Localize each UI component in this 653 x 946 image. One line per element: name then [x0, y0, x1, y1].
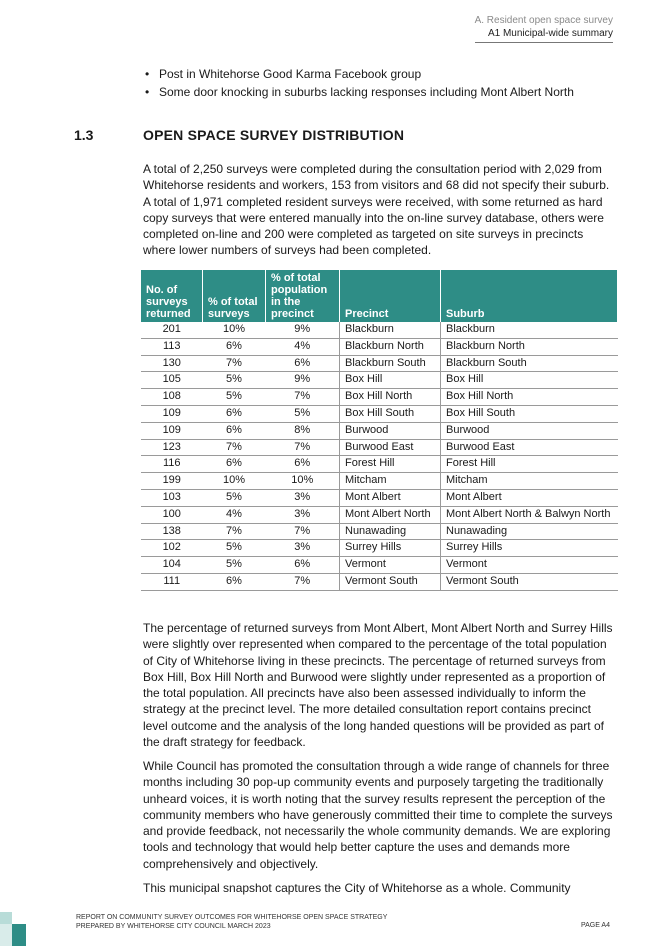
- cell-percent-population: 6%: [266, 355, 340, 372]
- cell-percent-population: 7%: [266, 439, 340, 456]
- cell-precinct: Box Hill North: [340, 389, 441, 406]
- table-row: [141, 422, 618, 439]
- cell-precinct: Burwood: [340, 422, 441, 439]
- corner-square-dark: [12, 924, 26, 946]
- table-row: [141, 523, 618, 540]
- section-number: 1.3: [74, 127, 94, 143]
- cell-precinct: Box Hill South: [340, 405, 441, 422]
- header-section-label: A. Resident open space survey: [474, 15, 613, 26]
- cell-percent-surveys: 10%: [203, 322, 266, 338]
- cell-precinct: Blackburn: [340, 322, 441, 338]
- cell-surveys-returned: 130: [141, 355, 203, 372]
- table-row: [141, 322, 618, 338]
- cell-surveys-returned: 113: [141, 338, 203, 355]
- cell-suburb: Burwood East: [441, 439, 618, 456]
- table-row: [141, 439, 618, 456]
- cell-percent-population: 7%: [266, 573, 340, 590]
- bullet-list: [143, 65, 574, 101]
- cell-surveys-returned: 199: [141, 473, 203, 490]
- col-header-percent-surveys: % of total surveys: [203, 270, 266, 322]
- cell-precinct: Vermont South: [340, 573, 441, 590]
- cell-suburb: Blackburn: [441, 322, 618, 338]
- cell-surveys-returned: 105: [141, 372, 203, 389]
- col-header-percent-population: % of total population in the precinct: [266, 270, 340, 322]
- cell-percent-population: 5%: [266, 405, 340, 422]
- cell-surveys-returned: 102: [141, 540, 203, 557]
- cell-surveys-returned: 108: [141, 389, 203, 406]
- corner-square-pale: [0, 924, 12, 946]
- consultation-paragraph: While Council has promoted the consultation through a wide range of channels for three months including 30 pop-up community events and purposely targeting the traditionally unheard voices, it is worth noting that the survey results represent the perception of the community members who have generously committed their time to complete the surveys and provide feedback, not necessarily the whole community demands. We are exploring tools and technology that would help better capture the uses and demands more comprehensively and objectively.: [143, 759, 613, 871]
- cell-suburb: Vermont South: [441, 573, 618, 590]
- cell-percent-population: 10%: [266, 473, 340, 490]
- table-row: [141, 540, 618, 557]
- cell-precinct: Burwood East: [340, 439, 441, 456]
- cell-suburb: Box Hill North: [441, 389, 618, 406]
- cell-percent-population: 7%: [266, 523, 340, 540]
- table-row: [141, 372, 618, 389]
- page-number: PAGE A4: [580, 922, 610, 929]
- cell-surveys-returned: 116: [141, 456, 203, 473]
- cell-surveys-returned: 109: [141, 422, 203, 439]
- cell-surveys-returned: 111: [141, 573, 203, 590]
- cell-precinct: Mont Albert: [340, 489, 441, 506]
- col-header-precinct: Precinct: [340, 270, 441, 322]
- cell-suburb: Mitcham: [441, 473, 618, 490]
- table-row: [141, 338, 618, 355]
- table-row: [141, 389, 618, 406]
- table-row: [141, 489, 618, 506]
- cell-suburb: Vermont: [441, 557, 618, 574]
- cell-percent-surveys: 6%: [203, 422, 266, 439]
- cell-surveys-returned: 109: [141, 405, 203, 422]
- cell-percent-population: 9%: [266, 322, 340, 338]
- cell-precinct: Box Hill: [340, 372, 441, 389]
- cell-surveys-returned: 201: [141, 322, 203, 338]
- cell-surveys-returned: 138: [141, 523, 203, 540]
- cell-percent-population: 3%: [266, 489, 340, 506]
- cell-percent-population: 3%: [266, 540, 340, 557]
- cell-percent-surveys: 4%: [203, 506, 266, 523]
- cell-percent-surveys: 5%: [203, 389, 266, 406]
- cell-percent-population: 4%: [266, 338, 340, 355]
- cell-percent-surveys: 5%: [203, 557, 266, 574]
- cell-surveys-returned: 103: [141, 489, 203, 506]
- cell-surveys-returned: 104: [141, 557, 203, 574]
- cell-percent-surveys: 7%: [203, 523, 266, 540]
- table-header-row: [141, 270, 618, 322]
- cell-suburb: Blackburn North: [441, 338, 618, 355]
- cell-suburb: Box Hill: [441, 372, 618, 389]
- cell-precinct: Blackburn South: [340, 355, 441, 372]
- cell-suburb: Surrey Hills: [441, 540, 618, 557]
- cell-precinct: Vermont: [340, 557, 441, 574]
- table-row: [141, 557, 618, 574]
- col-header-suburb: Suburb: [441, 270, 618, 322]
- cell-percent-population: 6%: [266, 557, 340, 574]
- cell-suburb: Nunawading: [441, 523, 618, 540]
- cell-percent-surveys: 6%: [203, 456, 266, 473]
- cell-percent-surveys: 6%: [203, 338, 266, 355]
- cell-percent-population: 6%: [266, 456, 340, 473]
- section-title: OPEN SPACE SURVEY DISTRIBUTION: [143, 127, 405, 143]
- header-subsection-label: A1 Municipal-wide summary: [475, 27, 613, 43]
- cell-precinct: Mont Albert North: [340, 506, 441, 523]
- cell-suburb: Forest Hill: [441, 456, 618, 473]
- footer-report-title: REPORT ON COMMUNITY SURVEY OUTCOMES FOR WHITEHORSE OPEN SPACE STRATEGY: [76, 914, 388, 921]
- cell-suburb: Mont Albert North & Balwyn North: [441, 506, 618, 523]
- intro-paragraph: A total of 2,250 surveys were completed during the consultation period with 2,029 from Whitehorse residents and workers, 153 from visitors and 68 did not specify their suburb. A total of 1,971 completed resident surveys were received, with some returned as hard copy surveys that were entered manually into the on-line survey database, others were completed on-line and 200 were completed as targeted on site surveys in precincts where lower numbers of surveys had been completed.: [143, 162, 610, 258]
- cell-percent-population: 9%: [266, 372, 340, 389]
- cell-percent-surveys: 5%: [203, 540, 266, 557]
- survey-distribution-table: [141, 270, 618, 591]
- cell-precinct: Forest Hill: [340, 456, 441, 473]
- corner-square-light: [0, 912, 12, 924]
- snapshot-paragraph: This municipal snapshot captures the City of Whitehorse as a whole. Community: [143, 881, 571, 895]
- footer: [76, 913, 387, 931]
- table-body: [141, 322, 618, 590]
- table-row: [141, 573, 618, 590]
- cell-percent-population: 8%: [266, 422, 340, 439]
- cell-precinct: Mitcham: [340, 473, 441, 490]
- cell-percent-surveys: 6%: [203, 405, 266, 422]
- cell-percent-surveys: 7%: [203, 439, 266, 456]
- cell-precinct: Blackburn North: [340, 338, 441, 355]
- table-row: [141, 473, 618, 490]
- cell-suburb: Blackburn South: [441, 355, 618, 372]
- running-header: [475, 14, 613, 43]
- cell-percent-surveys: 7%: [203, 355, 266, 372]
- representation-paragraph: The percentage of returned surveys from Mont Albert, Mont Albert North and Surrey Hills were slightly over represented when compared to the percentage of the total population of City of Whitehorse living in these precincts. The percentage of returned surveys from Box Hill, Box Hill North and Burwood were slightly under represented as a proportion of the total population. All precincts have also been assessed individually to inform the strategy at the precinct level. The more detailed consultation report contains precinct level outcome and the analysis of the long handed questions will be provided as part of the draft strategy for feedback.: [143, 621, 613, 750]
- table-row: [141, 405, 618, 422]
- cell-percent-surveys: 10%: [203, 473, 266, 490]
- col-header-surveys-returned: No. of surveys returned: [141, 270, 203, 322]
- cell-precinct: Surrey Hills: [340, 540, 441, 557]
- cell-suburb: Burwood: [441, 422, 618, 439]
- bullet-item: • Post in Whitehorse Good Karma Facebook group: [143, 65, 574, 83]
- cell-percent-population: 3%: [266, 506, 340, 523]
- cell-percent-surveys: 6%: [203, 573, 266, 590]
- table-row: [141, 456, 618, 473]
- corner-decoration: [0, 912, 26, 946]
- table-row: [141, 355, 618, 372]
- cell-surveys-returned: 100: [141, 506, 203, 523]
- cell-percent-population: 7%: [266, 389, 340, 406]
- table-row: [141, 506, 618, 523]
- cell-precinct: Nunawading: [340, 523, 441, 540]
- cell-percent-surveys: 5%: [203, 489, 266, 506]
- cell-suburb: Box Hill South: [441, 405, 618, 422]
- cell-percent-surveys: 5%: [203, 372, 266, 389]
- bullet-item: • Some door knocking in suburbs lacking responses including Mont Albert North: [143, 83, 574, 101]
- cell-suburb: Mont Albert: [441, 489, 618, 506]
- cell-surveys-returned: 123: [141, 439, 203, 456]
- footer-prepared-by: PREPARED BY WHITEHORSE CITY COUNCIL MARCH 2023: [76, 923, 271, 930]
